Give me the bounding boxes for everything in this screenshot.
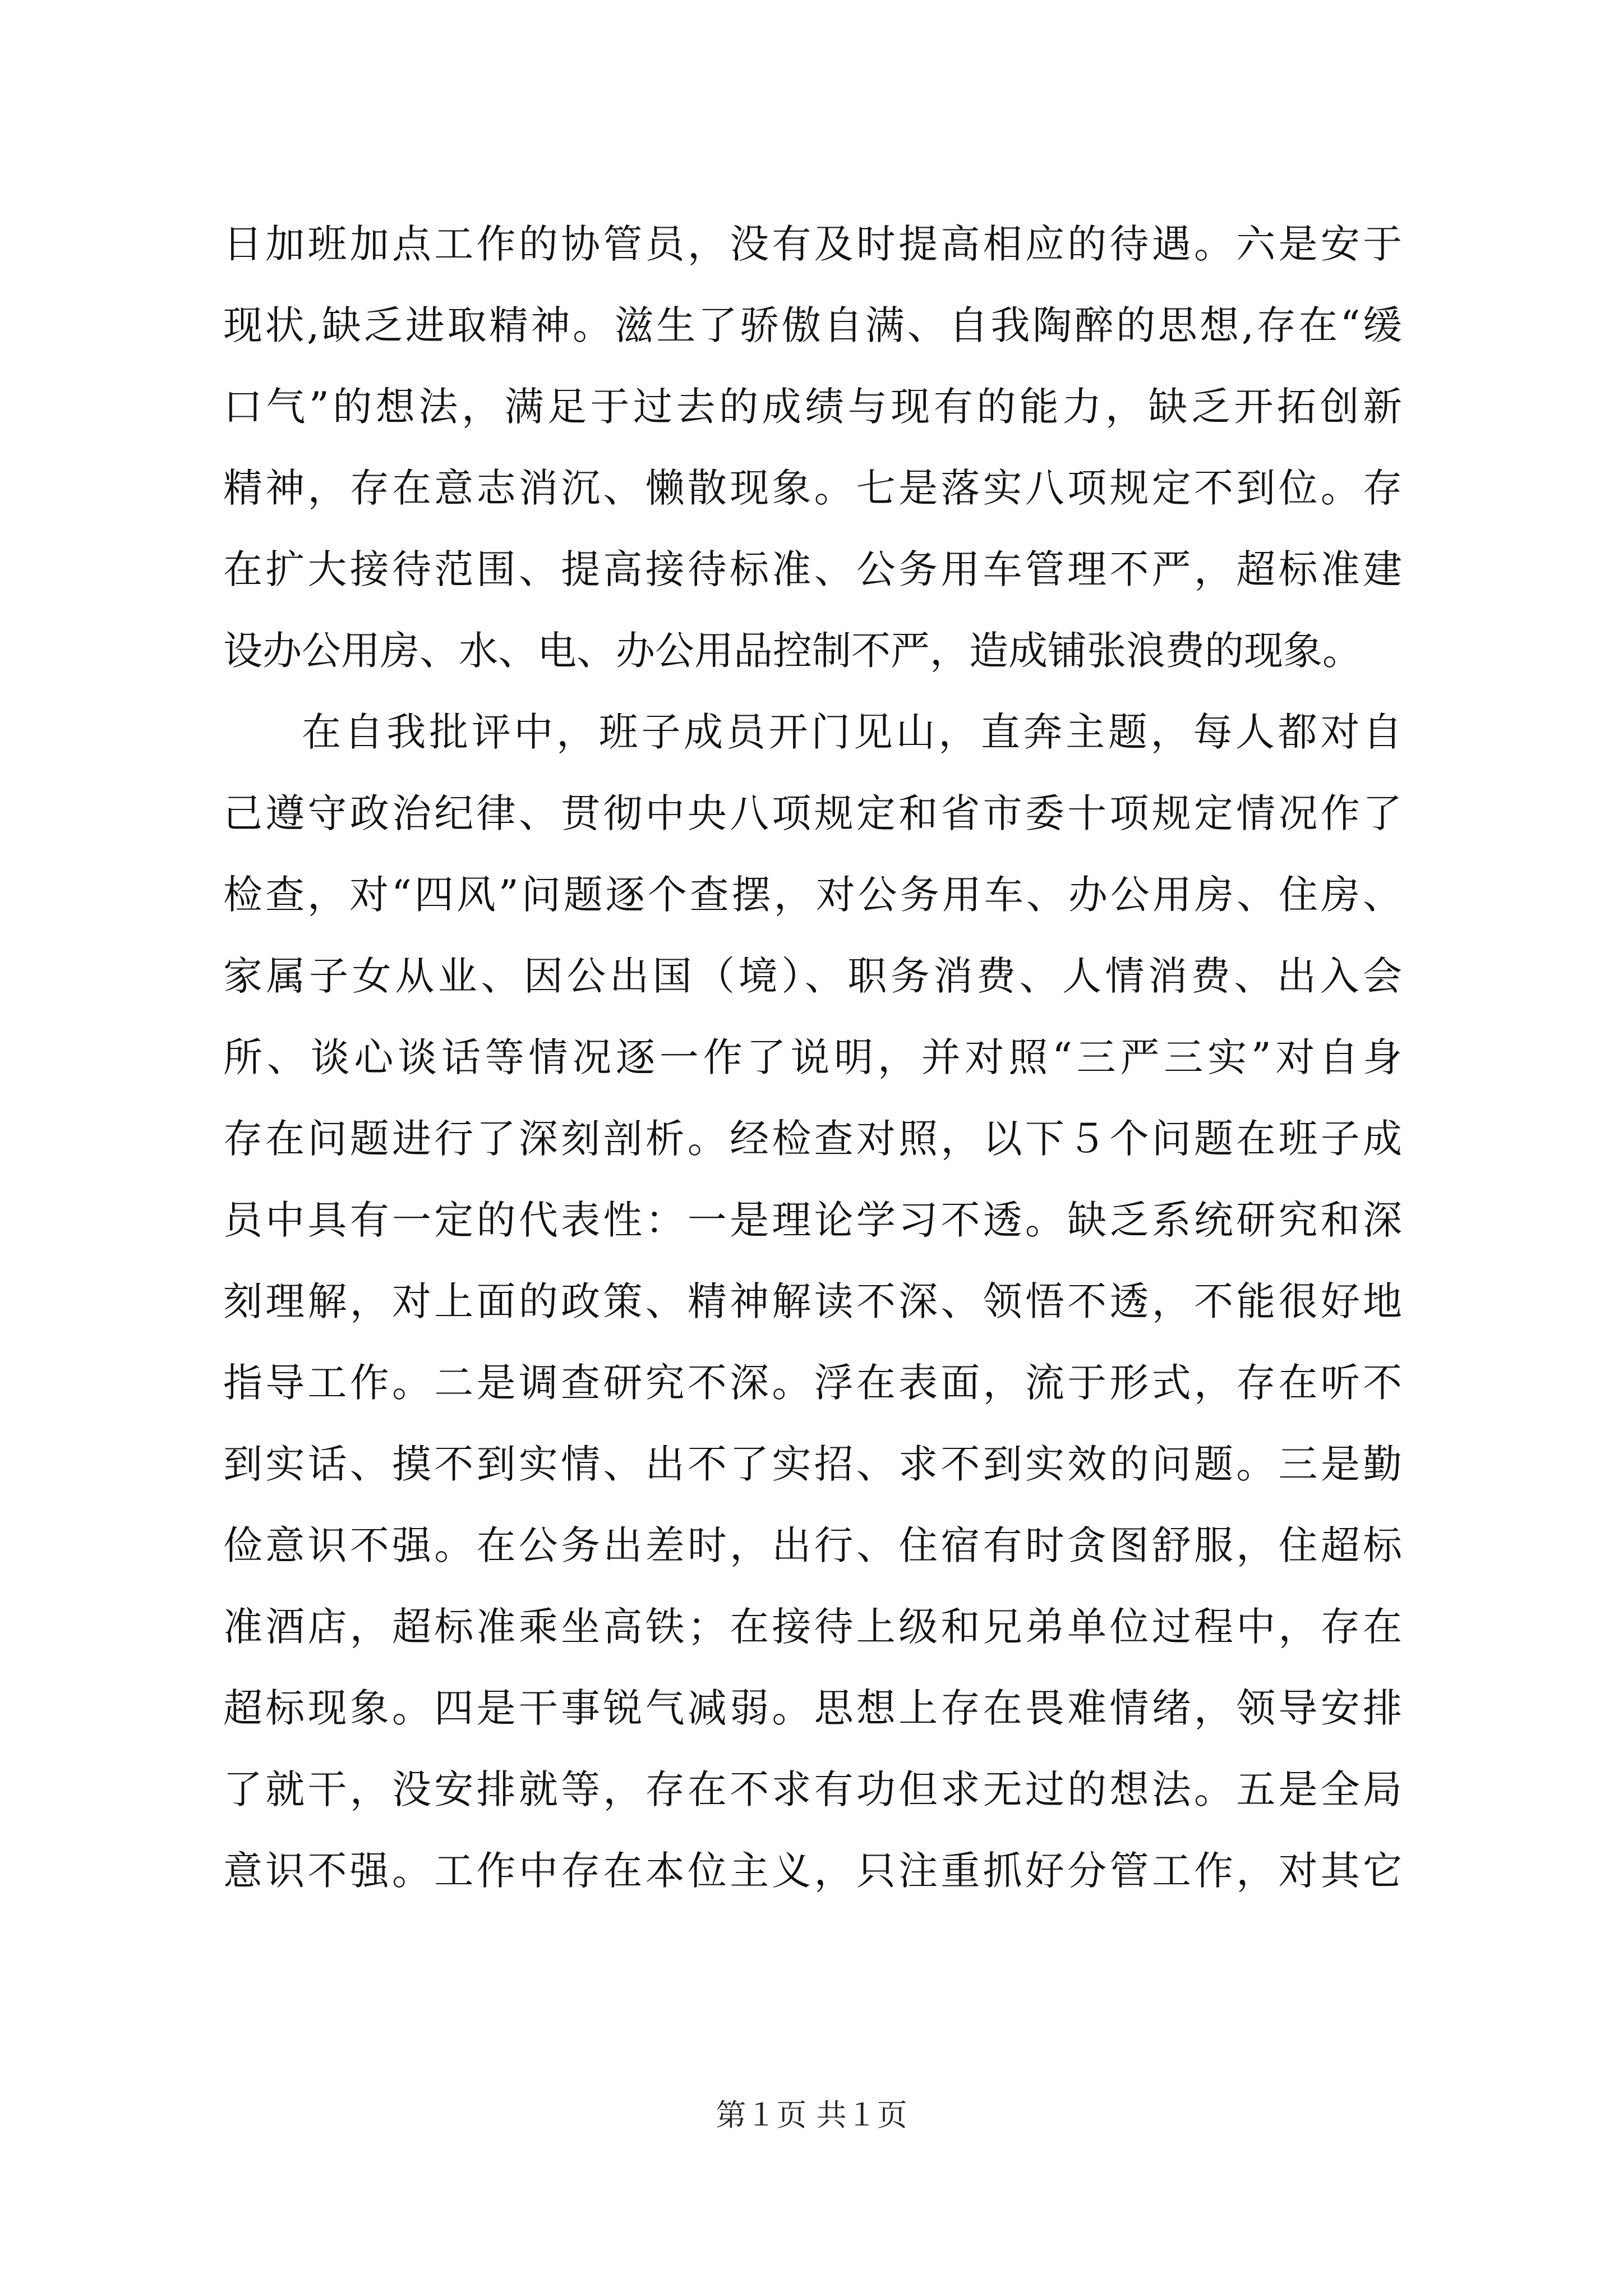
text-line: 了就干，没安排就等，存在不求有功但求无过的想法。五是全局: [223, 1766, 1402, 1812]
text-line: 精神，存在意志消沉、懒散现象。七是落实八项规定不到位。存: [223, 465, 1402, 511]
text-line: 所、谈心谈话等情况逐一作了说明，并对照“三严三实”对自身: [223, 1034, 1402, 1080]
text-line: 在自我批评中，班子成员开门见山，直奔主题，每人都对自: [302, 709, 1402, 755]
page-footer: 第１页 共１页: [716, 2097, 907, 2133]
text-line: 口气”的想法，满足于过去的成绩与现有的能力，缺乏开拓创新: [223, 384, 1402, 430]
text-line: 己遵守政治纪律、贯彻中央八项规定和省市委十项规定情况作了: [223, 790, 1402, 836]
text-line: 家属子女从业、因公出国（境）、职务消费、人情消费、出入会: [223, 953, 1402, 999]
text-line: 存在问题进行了深刻剖析。经检查对照，以下５个问题在班子成: [223, 1116, 1402, 1162]
text-line: 准酒店，超标准乘坐高铁；在接待上级和兄弟单位过程中，存在: [223, 1604, 1402, 1650]
text-line: 超标现象。四是干事锐气减弱。思想上存在畏难情绪，领导安排: [223, 1685, 1402, 1731]
text-line: 意识不强。工作中存在本位主义，只注重抓好分管工作，对其它: [223, 1848, 1402, 1894]
text-line: 员中具有一定的代表性：一是理论学习不透。缺乏系统研究和深: [223, 1197, 1402, 1243]
text-line: 日加班加点工作的协管员，没有及时提高相应的待遇。六是安于: [223, 221, 1402, 267]
text-line: 指导工作。二是调查研究不深。浮在表面，流于形式，存在听不: [223, 1360, 1402, 1406]
text-line: 设办公用房、水、电、办公用品控制不严，造成铺张浪费的现象。: [223, 628, 1362, 674]
text-line: 在扩大接待范围、提高接待标准、公务用车管理不严，超标准建: [223, 546, 1402, 592]
text-line: 刻理解，对上面的政策、精神解读不深、领悟不透，不能很好地: [223, 1278, 1402, 1324]
text-line: 现状,缺乏进取精神。滋生了骄傲自满、自我陶醉的思想,存在“缓: [223, 302, 1402, 348]
text-line: 俭意识不强。在公务出差时，出行、住宿有时贪图舒服，住超标: [223, 1522, 1402, 1568]
text-line: 到实话、摸不到实情、出不了实招、求不到实效的问题。三是勤: [223, 1441, 1402, 1487]
text-line: 检查，对“四风”问题逐个查摆，对公务用车、办公用房、住房、: [223, 872, 1402, 918]
